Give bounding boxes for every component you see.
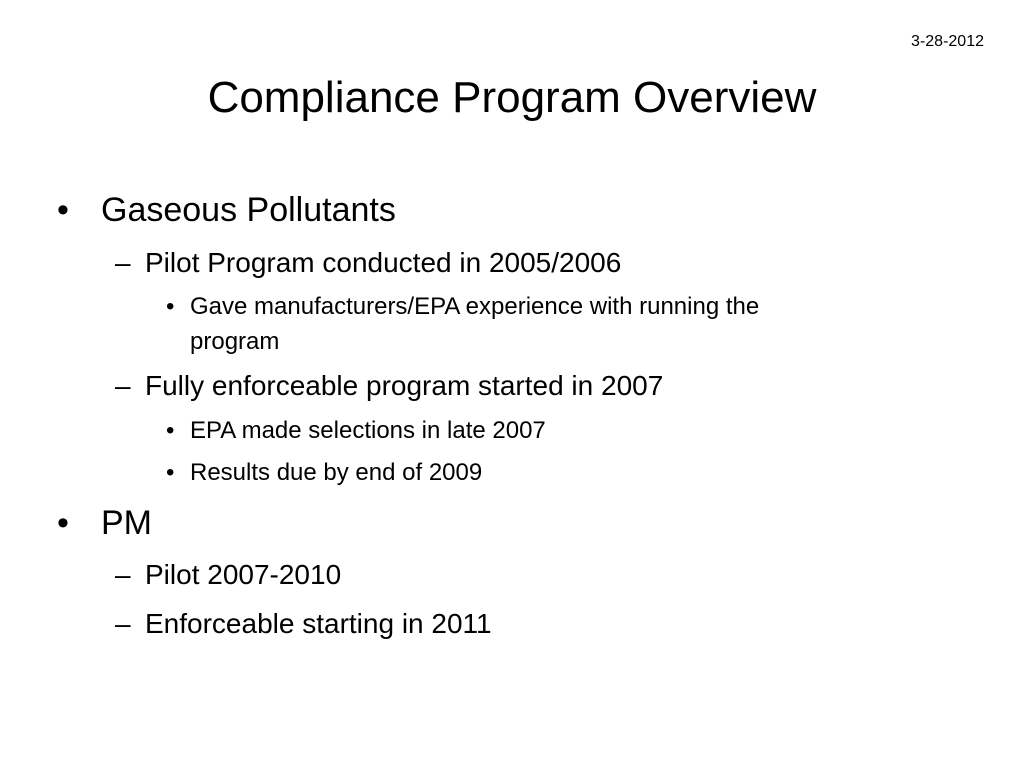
slide-title: Compliance Program Overview [207,73,817,122]
bullet-text: Enforceable starting in 2011 [145,608,492,639]
bullet-gaseous-pollutants [57,190,396,230]
bullet-text: Gaseous Pollutants [101,191,396,229]
sub-bullet-pilot-program [115,246,622,280]
bullet-text-line1: Gave manufacturers/EPA experience with running the [190,293,760,320]
dash-marker: – [115,370,131,401]
dash-marker: – [115,559,131,590]
sub-bullet-pm-enforceable [115,607,492,641]
dash-marker: – [115,247,131,278]
slide-date: 3-28-2012 [911,33,984,50]
sub-sub-bullet-epa-selections [166,413,546,448]
bullet-text: Results due by end of 2009 [190,459,483,486]
dash-marker: – [115,608,131,639]
sub-bullet-fully-enforceable [115,369,664,403]
bullet-pm [57,503,152,543]
bullet-marker: • [57,504,69,542]
sub-sub-bullet-results-due [166,455,483,490]
bullet-text: PM [101,504,152,542]
bullet-marker: • [57,191,69,229]
sub-sub-bullet-gave-manufacturers [166,289,760,359]
bullet-marker: • [166,417,175,444]
bullet-text: EPA made selections in late 2007 [190,417,546,444]
sub-bullet-pm-pilot [115,558,342,592]
bullet-marker: • [166,293,175,320]
bullet-text: Pilot Program conducted in 2005/2006 [145,247,622,278]
bullet-text: Fully enforceable program started in 2007 [145,370,664,401]
bullet-text: Pilot 2007-2010 [145,559,342,590]
bullet-marker: • [166,459,175,486]
bullet-text-line2: program [190,328,280,355]
